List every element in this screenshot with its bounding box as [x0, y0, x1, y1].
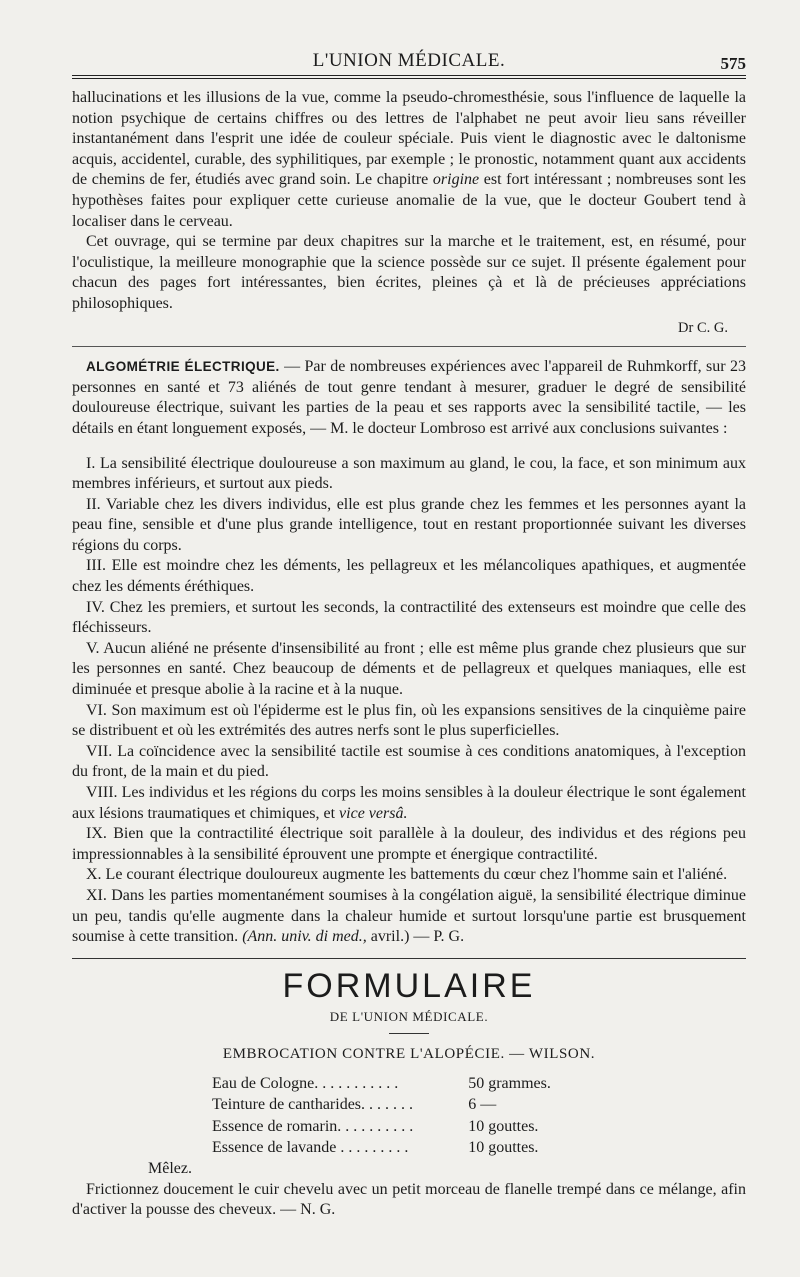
ingredient-row: [212, 1094, 572, 1116]
italic-origine: origine: [432, 171, 480, 189]
ingredients-table: [212, 1073, 572, 1159]
source-citation: (Ann. univ. di med.,: [242, 928, 367, 946]
ingredient-row: [212, 1073, 572, 1095]
review-paragraph-2: Cet ouvrage, qui se termine par deux chapitres sur la marche et le traitement, est, en résumé, pour l'oculistique, la meilleure monographie que la science possède sur ce sujet. Il présente également pour chacun des pages fort intéressantes, bien écrites, pleines çà et là de précieuses appréciations philosophiques.: [72, 233, 746, 312]
section-divider: [72, 346, 746, 347]
italic-vice-versa: vice versâ.: [339, 804, 408, 822]
review-signature: Dr C. G.: [678, 319, 728, 336]
ingredient-name: Essence de lavande . . . . . . . . .: [212, 1139, 409, 1157]
ingredient-qty: 50 grammes.: [468, 1074, 551, 1092]
page-header: [72, 44, 746, 78]
conclusion-item: X. Le courant électrique douloureux augmente les battements du cœur chez l'homme sain et l'aliéné.: [86, 866, 728, 884]
ingredient-name: Essence de romarin. . . . . . . . . .: [212, 1117, 414, 1135]
ingredient-name: Teinture de cantharides. . . . . . .: [212, 1096, 414, 1114]
page-body: [72, 88, 746, 1221]
recipe-instructions: Frictionnez doucement le cuir chevelu avec un petit morceau de flanelle trempé dans ce mélange, afin d'activer la pousse des cheveux. — N. G.: [72, 1180, 746, 1219]
conclusion-item: II. Variable chez les divers individus, elle est plus grande chez les femmes et les personnes ayant la peau fine, sensible et d'une plus grande intelligence, tout en restant proportionnée suivant les diverses régions du corps.: [72, 495, 746, 554]
formulaire-title: FORMULAIRE: [282, 966, 536, 1005]
ingredient-row: [212, 1137, 572, 1159]
conclusion-item: IV. Chez les premiers, et surtout les seconds, la contractilité des extenseurs est moindre que celle des fléchisseurs.: [72, 598, 746, 637]
conclusion-item: VI. Son maximum est où l'épiderme est le plus fin, où les expansions sensitives de la cinquième paire se distribuent et où les extrémités des autres nerfs sont le plus superficielles.: [72, 701, 746, 740]
ingredient-name: Eau de Cologne. . . . . . . . . . .: [212, 1074, 399, 1092]
ingredient-row: [212, 1116, 572, 1138]
ingredient-qty: 6 —: [468, 1096, 497, 1114]
ingredient-qty: 10 gouttes.: [468, 1117, 539, 1135]
running-title: L'UNION MÉDICALE.: [312, 50, 506, 71]
conclusion-item: III. Elle est moindre chez les déments, les pellagreux et les mélancoliques apathiques, et augmentée chez les déments éréthiques.: [72, 557, 746, 596]
formulaire-subtitle: DE L'UNION MÉDICALE.: [329, 1008, 489, 1024]
conclusion-item: I. La sensibilité électrique douloureuse a son maximum au gland, le cou, la face, et son minimum aux membres inférieurs, et surtout aux pieds.: [72, 454, 746, 493]
recipe-title: EMBROCATION CONTRE L'ALOPÉCIE. — WILSON.: [222, 1046, 596, 1063]
conclusion-item: VIII. Les individus et les régions du corps les moins sensibles à la douleur électrique le sont également aux lésions traumatiques et chimiques, et vice versâ.: [72, 784, 746, 822]
algometrie-heading: ALGOMÉTRIE ÉLECTRIQUE.: [86, 359, 280, 375]
page-number: 575: [720, 54, 746, 73]
conclusion-item: VII. La coïncidence avec la sensibilité tactile est soumise à ces conditions anatomiques, à l'exception du front, de la main et du pied.: [72, 742, 746, 781]
melez-instruction: Mêlez.: [148, 1159, 192, 1177]
ingredient-qty: 10 gouttes.: [468, 1139, 539, 1157]
review-paragraph-1: hallucinations et les illusions de la vue, comme la pseudo-chromesthésie, sous l'influence de laquelle la notion psychique de certains chiffres ou des lettres de l'alphabet ne peut avoir lieu sans réveiller instantanément dans l'esprit une idée de couleur spéciale. Puis vient le diagnostic avec le daltonisme acquis, accidentel, curable, des syphilitiques, par exemple ; le pronostic, notamment quant aux accidents de chemins de fer, étudiés avec grand soin. Le chapitre origine est fort intéressant ; nombreuses sont les hypothèses faites pour expliquer cette curieuse anomalie de la vue, que le docteur Goubert tend à localiser dans le cerveau.: [72, 89, 747, 230]
conclusion-item: V. Aucun aliéné ne présente d'insensibilité au front ; elle est même plus grande chez plusieurs que sur les personnes en santé. Chez beaucoup de déments et de pellagreux et quelques maniaques, elle est diminuée et presque abolie à la racine et à la nuque.: [72, 639, 746, 699]
formulaire-divider: [72, 958, 746, 959]
header-rule: [72, 75, 746, 79]
formulaire-mini-rule: [389, 1033, 429, 1034]
conclusion-item: IX. Bien que la contractilité électrique soit parallèle à la douleur, des individus et des régions peu impressionnables à la sensibilité éprouvent une prompte et énergique contractilité.: [72, 825, 746, 863]
algometrie-intro: ALGOMÉTRIE ÉLECTRIQUE. — Par de nombreuses expériences avec l'appareil de Ruhmkorff, sur 23 personnes en santé et 73 aliénés de tout genre tendant à mesurer, graduer le degré de sensibilité douloureuse électrique, suivant les parties de la peau et ses rapports avec la sensibilité tactile, — les détails en étant longuement exposés, — M. le docteur Lombroso est arrivé aux conclusions suivantes :: [72, 358, 746, 437]
conclusion-item: XI. Dans les parties momentanément soumises à la congélation aiguë, la sensibilité électrique diminue un peu, tandis qu'elle augmente dans la chaleur humide et surtout lorsqu'une partie est brusquement soumise à cette transition. (Ann. univ. di med., avril.) — P. G.: [72, 886, 746, 946]
